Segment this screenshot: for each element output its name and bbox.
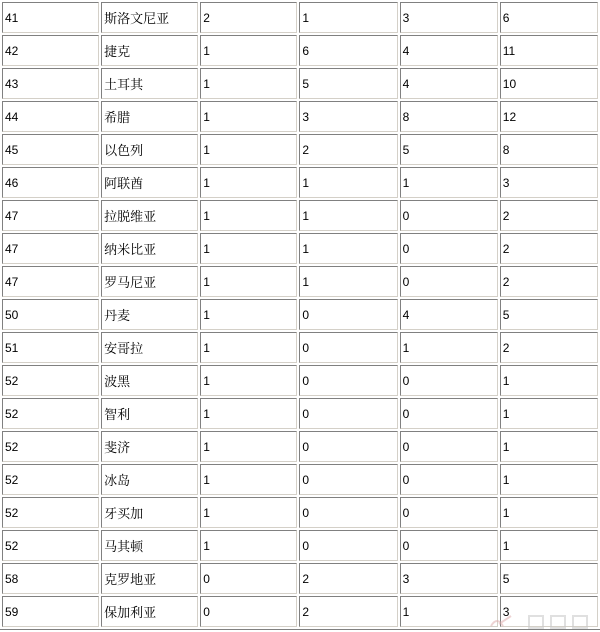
table-row [2, 530, 598, 561]
bronze-cell: 4 [400, 35, 498, 66]
table-row [2, 134, 598, 165]
gold-cell: 1 [200, 68, 297, 99]
gold-cell: 0 [200, 563, 297, 594]
silver-cell: 3 [299, 101, 397, 132]
silver-cell: 0 [299, 464, 397, 495]
table-row [2, 167, 598, 198]
silver-cell: 0 [299, 497, 397, 528]
country-cell: 斯洛文尼亚 [101, 2, 198, 33]
rank-cell: 51 [2, 332, 99, 363]
gold-cell: 1 [200, 299, 297, 330]
country-cell: 牙买加 [101, 497, 198, 528]
country-cell: 捷克 [101, 35, 198, 66]
bronze-cell: 0 [400, 497, 498, 528]
silver-cell: 0 [299, 299, 397, 330]
total-cell: 1 [500, 497, 598, 528]
rank-cell: 44 [2, 101, 99, 132]
country-cell: 阿联酋 [101, 167, 198, 198]
silver-cell: 0 [299, 332, 397, 363]
bronze-cell: 0 [400, 266, 498, 297]
bronze-cell: 4 [400, 68, 498, 99]
gold-cell: 1 [200, 101, 297, 132]
bronze-cell: 0 [400, 431, 498, 462]
table-row [2, 299, 598, 330]
table-row [2, 497, 598, 528]
gold-cell: 1 [200, 398, 297, 429]
silver-cell: 0 [299, 530, 397, 561]
medal-table-body [2, 2, 598, 627]
rank-cell: 45 [2, 134, 99, 165]
country-cell: 智利 [101, 398, 198, 429]
total-cell: 3 [500, 167, 598, 198]
table-row [2, 2, 598, 33]
total-cell: 1 [500, 530, 598, 561]
silver-cell: 1 [299, 2, 397, 33]
total-cell: 11 [500, 35, 598, 66]
total-cell: 12 [500, 101, 598, 132]
bronze-cell: 0 [400, 365, 498, 396]
country-cell: 马其顿 [101, 530, 198, 561]
rank-cell: 50 [2, 299, 99, 330]
gold-cell: 1 [200, 266, 297, 297]
silver-cell: 1 [299, 167, 397, 198]
table-row [2, 431, 598, 462]
total-cell: 1 [500, 431, 598, 462]
bronze-cell: 0 [400, 464, 498, 495]
silver-cell: 5 [299, 68, 397, 99]
gold-cell: 1 [200, 233, 297, 264]
total-cell: 2 [500, 266, 598, 297]
country-cell: 丹麦 [101, 299, 198, 330]
table-row [2, 365, 598, 396]
total-cell: 1 [500, 398, 598, 429]
gold-cell: 1 [200, 167, 297, 198]
bronze-cell: 5 [400, 134, 498, 165]
country-cell: 冰岛 [101, 464, 198, 495]
silver-cell: 0 [299, 431, 397, 462]
table-row [2, 233, 598, 264]
rank-cell: 47 [2, 200, 99, 231]
silver-cell: 2 [299, 563, 397, 594]
total-cell: 1 [500, 464, 598, 495]
gold-cell: 2 [200, 2, 297, 33]
rank-cell: 42 [2, 35, 99, 66]
bronze-cell: 0 [400, 398, 498, 429]
rank-cell: 41 [2, 2, 99, 33]
silver-cell: 2 [299, 134, 397, 165]
rank-cell: 47 [2, 266, 99, 297]
silver-cell: 1 [299, 200, 397, 231]
bronze-cell: 3 [400, 563, 498, 594]
total-cell: 10 [500, 68, 598, 99]
rank-cell: 52 [2, 497, 99, 528]
table-row [2, 563, 598, 594]
country-cell: 波黑 [101, 365, 198, 396]
gold-cell: 1 [200, 332, 297, 363]
rank-cell: 52 [2, 464, 99, 495]
gold-cell: 1 [200, 200, 297, 231]
silver-cell: 1 [299, 233, 397, 264]
bronze-cell: 1 [400, 332, 498, 363]
country-cell: 纳米比亚 [101, 233, 198, 264]
total-cell: 3 [500, 596, 598, 627]
bronze-cell: 8 [400, 101, 498, 132]
gold-cell: 1 [200, 134, 297, 165]
silver-cell: 6 [299, 35, 397, 66]
total-cell: 8 [500, 134, 598, 165]
total-cell: 2 [500, 233, 598, 264]
gold-cell: 1 [200, 530, 297, 561]
table-row [2, 332, 598, 363]
total-cell: 5 [500, 299, 598, 330]
table-row [2, 68, 598, 99]
country-cell: 罗马尼亚 [101, 266, 198, 297]
bronze-cell: 1 [400, 167, 498, 198]
rank-cell: 52 [2, 365, 99, 396]
country-cell: 以色列 [101, 134, 198, 165]
gold-cell: 1 [200, 35, 297, 66]
total-cell: 6 [500, 2, 598, 33]
rank-cell: 46 [2, 167, 99, 198]
rank-cell: 59 [2, 596, 99, 627]
country-cell: 斐济 [101, 431, 198, 462]
rank-cell: 52 [2, 398, 99, 429]
gold-cell: 1 [200, 365, 297, 396]
rank-cell: 47 [2, 233, 99, 264]
country-cell: 克罗地亚 [101, 563, 198, 594]
table-row [2, 200, 598, 231]
total-cell: 2 [500, 200, 598, 231]
gold-cell: 0 [200, 596, 297, 627]
country-cell: 保加利亚 [101, 596, 198, 627]
bronze-cell: 3 [400, 2, 498, 33]
watermark-logo-icon [489, 610, 594, 630]
table-row [2, 266, 598, 297]
total-cell: 2 [500, 332, 598, 363]
country-cell: 拉脱维亚 [101, 200, 198, 231]
silver-cell: 1 [299, 266, 397, 297]
bronze-cell: 0 [400, 200, 498, 231]
rank-cell: 52 [2, 431, 99, 462]
total-cell: 5 [500, 563, 598, 594]
table-row [2, 35, 598, 66]
country-cell: 希腊 [101, 101, 198, 132]
total-cell: 1 [500, 365, 598, 396]
country-cell: 安哥拉 [101, 332, 198, 363]
country-cell: 土耳其 [101, 68, 198, 99]
bronze-cell: 0 [400, 233, 498, 264]
rank-cell: 58 [2, 563, 99, 594]
table-row [2, 101, 598, 132]
silver-cell: 2 [299, 596, 397, 627]
table-row [2, 398, 598, 429]
silver-cell: 0 [299, 365, 397, 396]
gold-cell: 1 [200, 431, 297, 462]
bronze-cell: 0 [400, 530, 498, 561]
silver-cell: 0 [299, 398, 397, 429]
bronze-cell: 4 [400, 299, 498, 330]
gold-cell: 1 [200, 464, 297, 495]
gold-cell: 1 [200, 497, 297, 528]
rank-cell: 43 [2, 68, 99, 99]
bronze-cell: 1 [400, 596, 498, 627]
rank-cell: 52 [2, 530, 99, 561]
table-row [2, 464, 598, 495]
